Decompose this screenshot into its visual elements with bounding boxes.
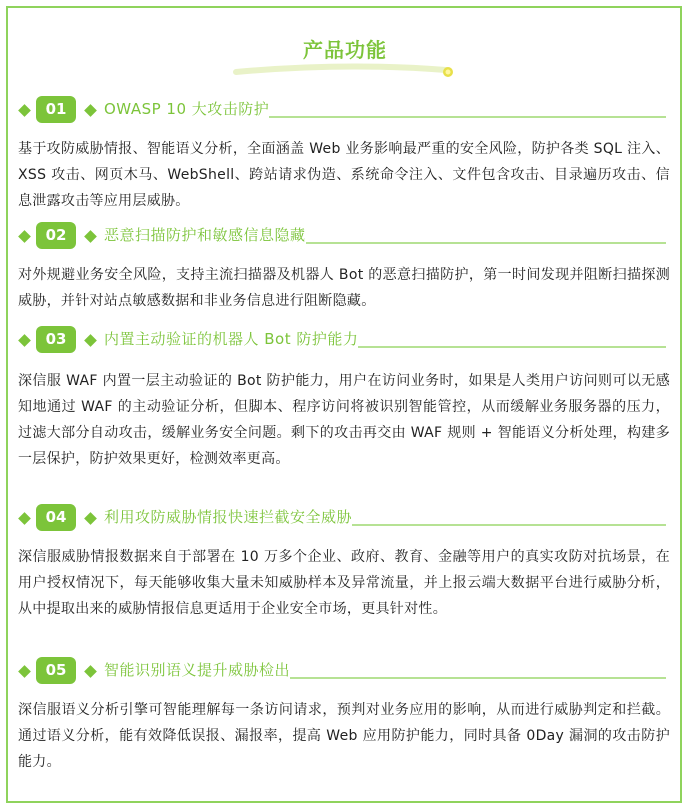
section-title: 智能识别语义提升威胁检出 <box>104 661 291 679</box>
section-number: 02 <box>36 222 76 249</box>
section-header <box>0 222 690 252</box>
diamond-icon <box>18 512 31 525</box>
section-title: OWASP 10 大攻击防护 <box>104 100 270 118</box>
section-number: 03 <box>36 326 76 353</box>
section-number: 04 <box>36 504 76 531</box>
diamond-icon <box>84 104 97 117</box>
section-number: 05 <box>36 657 76 684</box>
header <box>0 24 690 84</box>
section-title: 恶意扫描防护和敏感信息隐藏 <box>104 226 306 244</box>
section-title: 利用攻防威胁情报快速拦截安全威胁 <box>104 508 353 526</box>
diamond-icon <box>18 665 31 678</box>
section-body: 深信服语义分析引擎可智能理解每一条访问请求，预判对业务应用的影响，从而进行威胁判定和拦截。通过语义分析，能有效降低误报、漏报率，提高 Web 应用防护能力，同时具备 0Day 漏洞的攻击防护能力。 <box>18 702 670 770</box>
diamond-icon <box>84 334 97 347</box>
section-number: 01 <box>36 96 76 123</box>
section-body: 对外规避业务安全风险，支持主流扫描器及机器人 Bot 的恶意扫描防护，第一时间发现并阻断扫描探测威胁，并针对站点敏感数据和非业务信息进行阻断隐藏。 <box>18 267 670 309</box>
page-title: 产品功能 <box>303 38 387 62</box>
section-body: 深信服威胁情报数据来自于部署在 10 万多个企业、政府、教育、金融等用户的真实攻防对抗场景，在用户授权情况下，每天能够收集大量未知威胁样本及异常流量，并上报云端大数据平台进行威胁分析，从中提取出来的威胁情报信息更适用于企业安全市场，更具针对性。 <box>18 549 670 617</box>
section-body: 基于攻防威胁情报、智能语义分析，全面涵盖 Web 业务影响最严重的安全风险，防护各类 SQL 注入、XSS 攻击、网页木马、WebShell、跨站请求伪造、系统命令注入、文件包含攻击、目录遍历攻击、信息泄露攻击等应用层威胁。 <box>18 141 670 209</box>
diamond-icon <box>84 512 97 525</box>
section-header <box>0 657 690 687</box>
diamond-icon <box>18 334 31 347</box>
diamond-icon <box>84 230 97 243</box>
section-body: 深信服 WAF 内置一层主动验证的 Bot 防护能力，用户在访问业务时，如果是人类用户访问则可以无感知地通过 WAF 的主动验证分析，但脚本、程序访问将被识别智能管控，从而缓解业务服务器的压力，过滤大部分自动攻击，缓解业务安全问题。剩下的攻击再交由 WAF 规则 + 智能语义分析处理，构建多一层保护，防护效果更好，检测效率更高。 <box>18 373 670 467</box>
section-title: 内置主动验证的机器人 Bot 防护能力 <box>104 330 359 348</box>
diamond-icon <box>18 230 31 243</box>
section-header <box>0 504 690 534</box>
title-swoosh-icon <box>226 54 466 84</box>
diamond-icon <box>84 665 97 678</box>
section-header <box>0 96 690 126</box>
diamond-icon <box>18 104 31 117</box>
section-header <box>0 326 690 356</box>
